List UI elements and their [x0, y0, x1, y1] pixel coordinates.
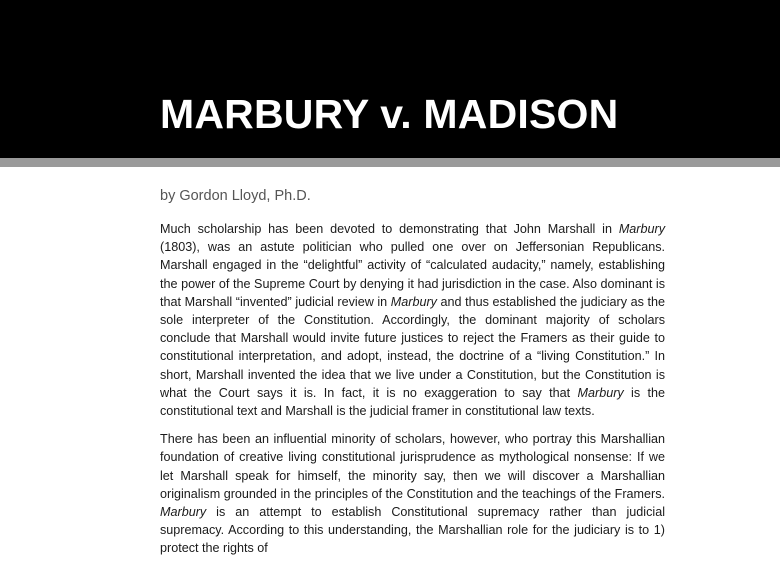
text-run: is the constitutional text and Marshall is the judicial framer in constitutional law texts. — [160, 385, 665, 419]
article-body — [160, 220, 665, 568]
text-run: (1803), was an astute politician who pulled one over on Jeffersonian Republicans. Marshall engaged in the “delightful” activity of “calculated audacity,” namely, establishing the power of the Supreme Court by denying it had jurisdiction in the case. Also dominant is that Marshall “invented” judicial review in — [160, 240, 665, 309]
body-paragraph — [160, 220, 665, 420]
case-name-italic: Marbury — [577, 385, 624, 400]
text-run: There has been an influential minority of scholars, however, who portray this Marshallian foundation of creative living constitutional jurisprudence as mythological nonsense: If we let Marshall speak for himself, the minority say, then we will discover a Marshallian originalism grounded in the principles of the Constitution and the teachings of the Framers. — [160, 432, 665, 501]
body-paragraph — [160, 430, 665, 557]
author-byline: by Gordon Lloyd, Ph.D. — [160, 188, 311, 204]
document-title: MARBURY v. MADISON — [160, 91, 619, 137]
case-name-italic: Marbury — [160, 505, 207, 520]
text-run: and thus established the judiciary as the sole interpreter of the Constitution. Accordingly, the dominant majority of scholars conclude that Marshall would invite future justices to reject the Framers as their guide to constitutional interpretation, and adopt, instead, the doctrine of a “living Constitution.” In short, Marshall invented the idea that we live under a Constitution, but the Constitution is what the Court says it is. In fact, it is no exaggeration to say that — [160, 294, 665, 400]
case-name-italic: Marbury — [618, 222, 665, 236]
text-run: Much scholarship has been devoted to demonstrating that John Marshall in — [160, 222, 619, 236]
text-run: is an attempt to establish Constitutional supremacy rather than judicial supremacy. According to this understanding, the Marshallian role for the judiciary is to 1) protect the rights of — [160, 505, 665, 556]
title-banner — [0, 0, 780, 158]
banner-divider — [0, 158, 780, 167]
case-name-italic: Marbury — [390, 294, 437, 309]
